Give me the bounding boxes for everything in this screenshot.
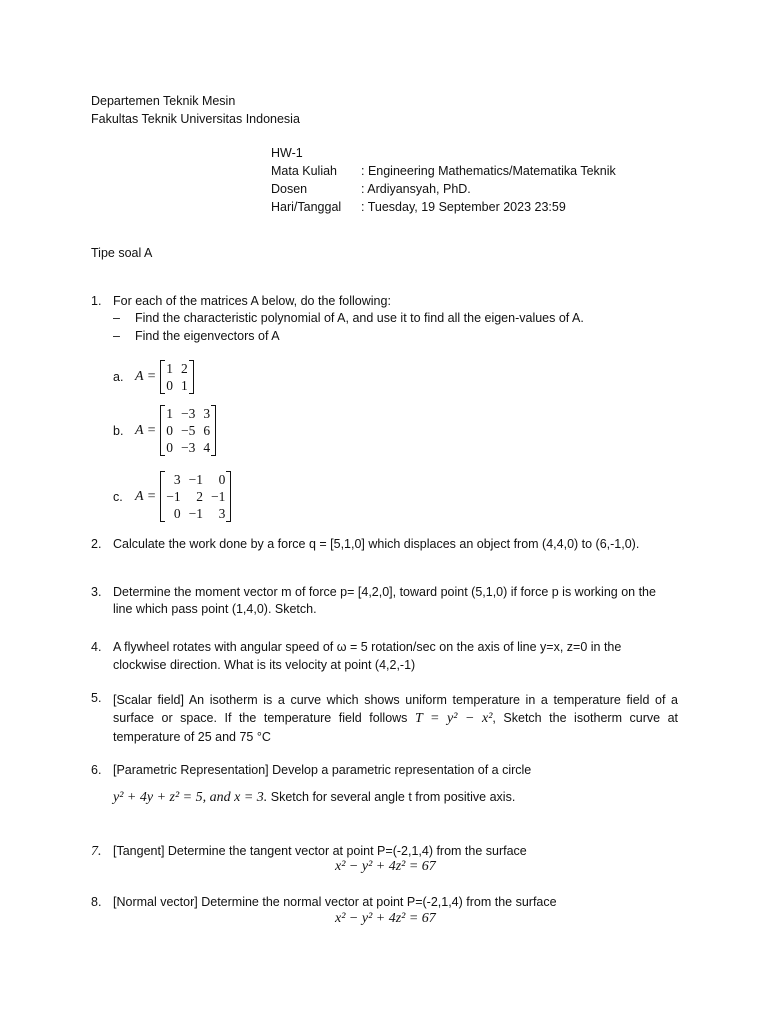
question-number: 4. [91, 640, 102, 654]
question-text: , Sketch the isotherm curve at temperature of 25 and 75 °C [113, 711, 679, 744]
field-label: Mata Kuliah [271, 164, 338, 178]
bullet-dash: – [113, 311, 120, 325]
question-4 [91, 640, 621, 654]
department-name: Departemen Teknik Mesin [91, 94, 236, 108]
question-3-cont: line which pass point (1,4,0). Sketch. [113, 602, 317, 616]
matrix-a [113, 360, 192, 394]
question-text: Determine the moment vector m of force p= [4,2,0], toward point (5,1,0) if force p is working on the [113, 585, 656, 599]
matrix-body: 1 −3 3 0 −5 6 0 −3 4 [162, 405, 214, 456]
question-text: [Scalar field] An isotherm is a curve which shows uniform temperature in a temperature field of a surface or space. If the temperature field follows [113, 693, 678, 725]
faculty-name: Fakultas Teknik Universitas Indonesia [91, 112, 300, 126]
field-value: : Ardiyansyah, PhD. [361, 182, 471, 196]
question-type: Tipe soal A [91, 246, 153, 260]
question-6 [91, 763, 531, 777]
question-7 [91, 844, 527, 860]
bullet-item [113, 329, 280, 343]
matrix-lhs: A = [135, 488, 157, 504]
field-value: : Tuesday, 19 September 2023 23:59 [361, 200, 566, 214]
bullet-text: Find the characteristic polynomial of A, and use it to find all the eigen-values of A. [135, 311, 584, 325]
hw-title: HW-1 [271, 146, 303, 160]
question-number: 7. [91, 844, 102, 859]
bullet-text: Find the eigenvectors of A [135, 329, 280, 343]
question-text: A flywheel rotates with angular speed of ω = 5 rotation/sec on the axis of line y=x, z=0 in the [113, 640, 622, 654]
formula: x² − y² + 4z² = 67 [335, 911, 436, 926]
matrix-body: 1 2 0 1 [162, 360, 192, 394]
question-8 [91, 895, 557, 909]
question-text: For each of the matrices A below, do the following: [113, 294, 391, 308]
field-label: Hari/Tanggal [271, 200, 342, 214]
question-1 [91, 294, 391, 308]
field-label: Dosen [271, 182, 308, 196]
matrix-label: a. [113, 370, 124, 384]
matrix-lhs: A = [135, 422, 157, 438]
question-number: 6. [91, 763, 102, 777]
question-number: 1. [91, 294, 102, 308]
question-5 [113, 691, 678, 746]
formula: y² + 4y + z² = 5, and x = 3. [113, 790, 268, 805]
formula: T = y² − x² [414, 711, 493, 726]
question-4-cont: clockwise direction. What is its velocity at point (4,2,-1) [113, 658, 416, 672]
matrix-label: c. [113, 489, 123, 504]
question-number: 8. [91, 895, 102, 909]
question-6-formula-line [113, 790, 515, 806]
formula: x² − y² + 4z² = 67 [335, 859, 436, 874]
bullet-item [113, 311, 584, 325]
field-value: : Engineering Mathematics/Matematika Teknik [361, 164, 616, 178]
question-text: Calculate the work done by a force q = [5,1,0] which displaces an object from (4,4,0) to (6,-1,0). [113, 537, 640, 551]
question-text: [Tangent] Determine the tangent vector at point P=(-2,1,4) from the surface [113, 844, 527, 858]
matrix-c [113, 471, 229, 522]
lecturer-field [271, 182, 471, 196]
course-field [271, 164, 616, 178]
question-5-number: 5. [91, 691, 102, 705]
matrix-body: 3 −1 0 −1 2 −1 0 −1 3 [162, 471, 229, 522]
matrix-label: b. [113, 423, 124, 438]
matrix-b [113, 405, 214, 456]
question-number: 3. [91, 585, 102, 599]
question-text: [Parametric Representation] Develop a parametric representation of a circle [113, 763, 532, 777]
matrix-lhs: A = [135, 369, 157, 384]
bullet-dash: – [113, 329, 120, 343]
question-text: Sketch for several angle t from positive axis. [267, 790, 516, 804]
question-2 [91, 537, 639, 551]
date-field [271, 200, 566, 214]
question-text: [Normal vector] Determine the normal vector at point P=(-2,1,4) from the surface [113, 895, 557, 909]
question-3 [91, 585, 656, 599]
question-number: 2. [91, 537, 102, 551]
